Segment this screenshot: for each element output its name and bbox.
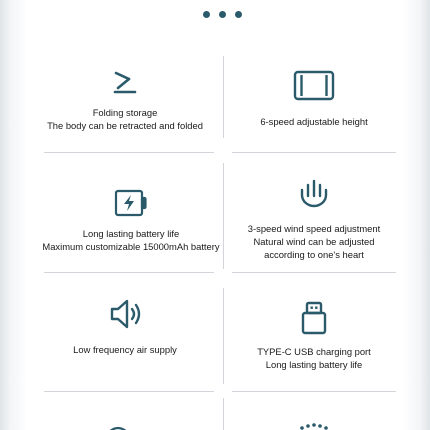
folding-stand-icon — [110, 68, 140, 98]
caption-line: Folding storage — [92, 107, 158, 118]
caption-line: according to one's heart — [264, 249, 364, 260]
battery-charging-icon — [111, 188, 151, 218]
caption-line: The body can be retracted and folded — [47, 120, 203, 131]
grid-divider-horizontal — [232, 152, 396, 153]
grid-divider-horizontal — [232, 391, 396, 392]
grid-divider-vertical — [223, 398, 224, 430]
caption-line: TYPE-C USB charging port — [257, 346, 371, 357]
caption-line: 3-speed wind speed adjustment — [247, 223, 381, 234]
feature-caption — [30, 343, 220, 356]
caption-line: Low frequency air supply — [73, 344, 177, 355]
carousel-dots — [203, 11, 242, 18]
feature-usb-c — [219, 300, 409, 371]
phone-landscape-icon — [292, 68, 336, 104]
feature-caption — [219, 115, 409, 128]
grid-divider-horizontal — [44, 272, 214, 273]
wind-waves-icon — [297, 176, 331, 210]
partial-icon-next-left — [107, 418, 129, 430]
feature-caption — [219, 222, 409, 261]
partial-icon-next-right — [298, 422, 330, 430]
feature-caption — [219, 345, 409, 371]
feature-caption — [30, 106, 220, 132]
caption-line: Maximum customizable 15000mAh battery — [42, 241, 220, 252]
feature-wind-speed — [219, 176, 409, 261]
feature-caption — [36, 227, 226, 253]
speaker-icon — [107, 296, 143, 332]
feature-battery-life — [36, 188, 226, 253]
caption-line: Long lasting battery life — [82, 228, 180, 239]
grid-divider-horizontal — [232, 272, 396, 273]
feature-adjustable-height — [219, 68, 409, 128]
feature-folding-storage — [30, 68, 220, 132]
grid-divider-horizontal — [44, 152, 214, 153]
caption-line: Natural wind can be adjusted — [253, 236, 375, 247]
usb-c-plug-icon — [299, 300, 329, 336]
caption-line: Long lasting battery life — [265, 359, 363, 370]
carousel-dot[interactable] — [219, 11, 226, 18]
caption-line: 6-speed adjustable height — [260, 116, 368, 127]
carousel-dot[interactable] — [203, 11, 210, 18]
carousel-dot[interactable] — [235, 11, 242, 18]
feature-air-supply — [30, 296, 220, 356]
grid-divider-horizontal — [44, 391, 214, 392]
